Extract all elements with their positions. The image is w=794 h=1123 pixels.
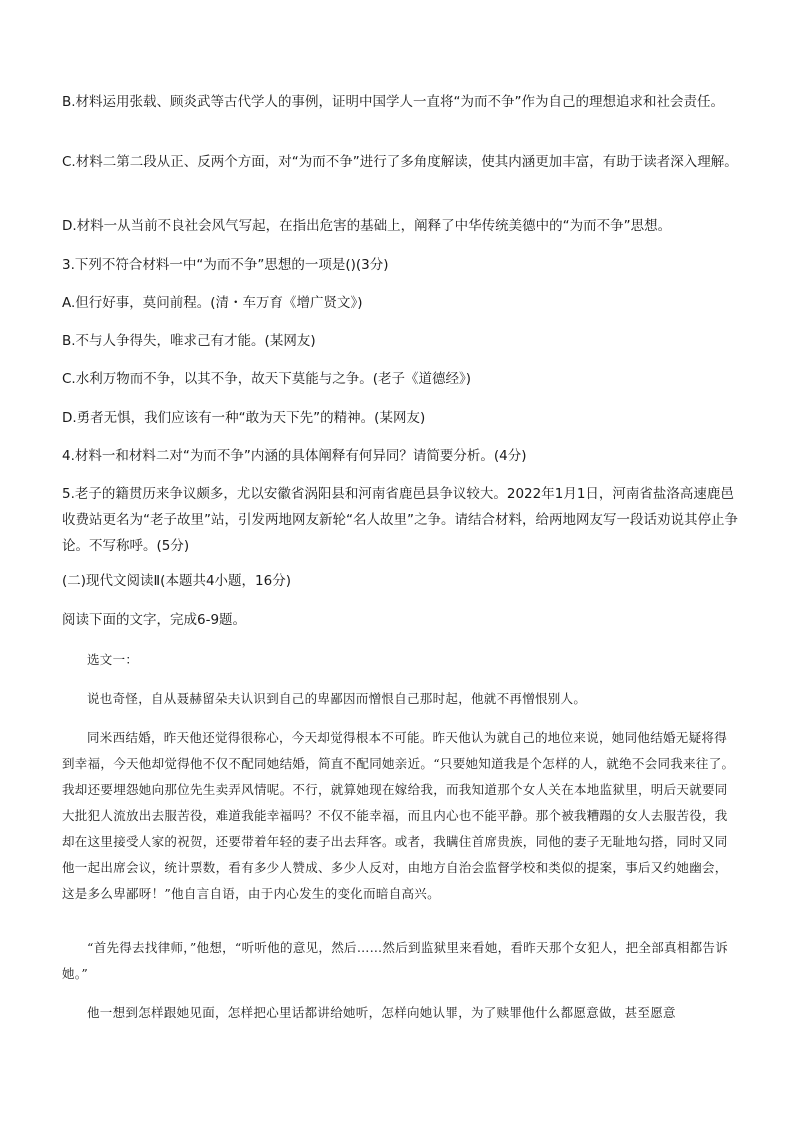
passage-paragraph-4: 他一想到怎样跟她见面，怎样把心里话都讲给她听，怎样向她认罪，为了赎罪他什么都愿意做，甚至愿意 [87, 1005, 676, 1020]
passage-label: 选文一： [87, 652, 139, 667]
option-3d: D.勇者无惧，我们应该有一种“敢为天下先”的精神。(某网友) [62, 410, 426, 426]
question-4: 4.材料一和材料二对“为而不争”内涵的具体阐释有何异同？请简要分析。(4分) [62, 448, 527, 464]
option-2b: B.材料运用张载、顾炎武等古代学人的事例，证明中国学人一直将“为而不争”作为自己的理想追求和社会责任。 [62, 94, 725, 110]
reading-instruction: 阅读下面的文字，完成6-9题。 [62, 612, 247, 628]
option-3b: B.不与人争得失，唯求己有才能。(某网友) [62, 333, 316, 349]
option-3c: C.水利万物而不争，以其不争，故天下莫能与之争。(老子《道德经》) [62, 371, 472, 387]
section-heading: (二)现代文阅读Ⅱ(本题共4小题，16分) [62, 573, 291, 589]
question-3-stem: 3.下列不符合材料一中“为而不争”思想的一项是()(3分) [62, 257, 389, 273]
passage-paragraph-1: 说也奇怪，自从聂赫留朵夫认识到自己的卑鄙因而憎恨自己那时起，他就不再憎恨别人。 [87, 691, 587, 706]
passage-paragraph-3: “首先得去找律师，”他想，“听听他的意见，然后……然后到监狱里来看她，看昨天那个女犯人，把全部真相都告诉她。” [62, 940, 729, 981]
option-3a: A.但行好事，莫问前程。(清・车万育《增广贤文》) [62, 295, 363, 311]
option-2d: D.材料一从当前不良社会风气写起，在指出危害的基础上，阐释了中华传统美德中的“为而不争”思想。 [62, 218, 672, 234]
passage-paragraph-2: 同米西结婚，昨天他还觉得很称心，今天却觉得根本不可能。昨天他认为就自己的地位来说，她同他结婚无疑将得到幸福，今天他却觉得他不仅不配同她结婚，简直不配同她亲近。“只要她知道我是个怎样的人，就绝不会同我来往了。我却还要埋怨她向那位先生卖弄风情呢。不行，就算她现在嫁给我，而我知道那个女人关在本地监狱里，明后天就要同大批犯人流放出去服苦役，难道我能幸福吗？不仅不能幸福，而且内心也不能平静。那个被我糟蹋的女人去服苦役，我却在这里接受人家的祝贺，还要带着年轻的妻子出去拜客。或者，我瞒住首席贵族，同他的妻子无耻地勾搭，同时又同他一起出席会议，统计票数，看有多少人赞成、多少人反对，由地方自治会监督学校和类似的提案，事后又约她幽会，这是多么卑鄙呀！”他自言自语，由于内心发生的变化而暗自高兴。 [62, 730, 735, 901]
option-2c: C.材料二第二段从正、反两个方面，对“为而不争”进行了多角度解读，使其内涵更加丰富，有助于读者深入理解。 [62, 154, 738, 170]
question-5: 5.老子的籍贯历来争议颇多，尤以安徽省涡阳县和河南省鹿邑县争议较大。2022年1月1日，河南省盐洛高速鹿邑收费站更名为“老子故里”站，引发两地网友新轮“名人故里”之争。请结合材料，给两地网友写一段话劝说其停止争论。不写称呼。(5分) [62, 486, 738, 554]
